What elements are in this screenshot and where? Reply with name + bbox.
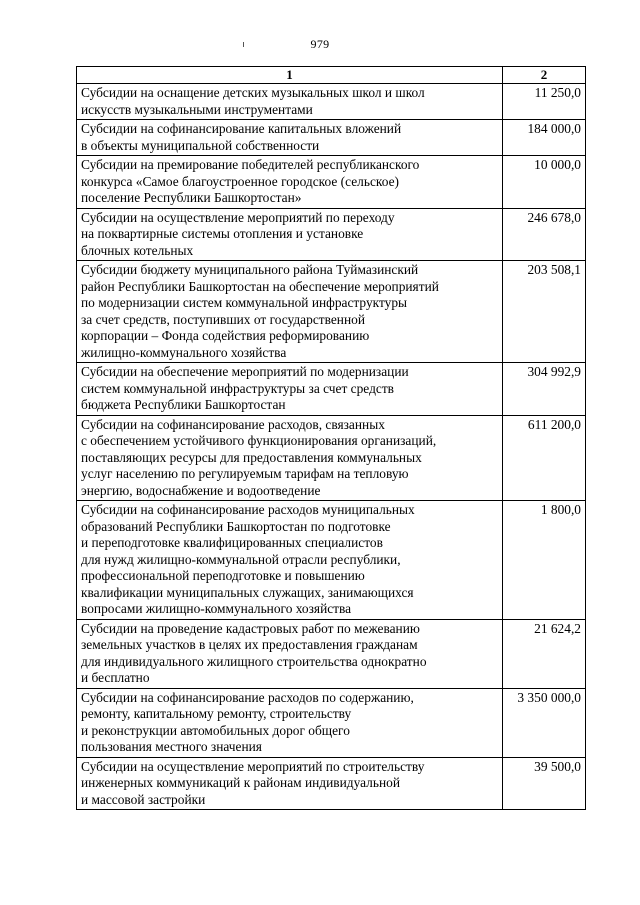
table-row	[77, 261, 586, 363]
row-description: Субсидии на софинансирование расходов муниципальных образований Республики Башкортостан по подготовке и переподготовке квалифицированных специалистов для нужд жилищно-коммунальной отрасли республики, профессиональной переподготовке и повышению квалификации муниципальных служащих, занимающихся вопросами жилищно-коммунального хозяйства	[77, 501, 503, 620]
table-row	[77, 156, 586, 209]
page-number: 979	[310, 37, 330, 51]
row-description: Субсидии на софинансирование капитальных вложений в объекты муниципальной собственности	[77, 120, 503, 156]
table-row	[77, 363, 586, 416]
row-description: Субсидии на осуществление мероприятий по строительству инженерных коммуникаций к районам индивидуальной и массовой застройки	[77, 757, 503, 810]
table-row	[77, 120, 586, 156]
table-header-row	[77, 67, 586, 84]
row-amount: 39 500,0	[503, 757, 586, 810]
row-description: Субсидии на оснащение детских музыкальных школ и школ искусств музыкальными инструментами	[77, 84, 503, 120]
row-amount: 11 250,0	[503, 84, 586, 120]
row-amount: 304 992,9	[503, 363, 586, 416]
table-row	[77, 415, 586, 501]
row-amount: 203 508,1	[503, 261, 586, 363]
row-amount: 246 678,0	[503, 208, 586, 261]
row-description: Субсидии на осуществление мероприятий по переходу на поквартирные системы отопления и установке блочных котельных	[77, 208, 503, 261]
row-amount: 21 624,2	[503, 619, 586, 688]
row-description: Субсидии на софинансирование расходов, связанных с обеспечением устойчивого функционирования организаций, поставляющих ресурсы для предоставления коммунальных услуг населению по регулируемым тарифам на тепловую энергию, водоснабжение и водоотведение	[77, 415, 503, 501]
table-row	[77, 501, 586, 620]
column-header-2: 2	[503, 67, 586, 84]
table-row	[77, 688, 586, 757]
subsidies-table	[76, 66, 586, 810]
table-row	[77, 619, 586, 688]
row-amount: 3 350 000,0	[503, 688, 586, 757]
row-amount: 1 800,0	[503, 501, 586, 620]
table-row	[77, 208, 586, 261]
row-description: Субсидии на проведение кадастровых работ по межеванию земельных участков в целях их предоставления гражданам для индивидуального жилищного строительства однократно и бесплатно	[77, 619, 503, 688]
table-row	[77, 757, 586, 810]
row-description: Субсидии на обеспечение мероприятий по модернизации систем коммунальной инфраструктуры за счет средств бюджета Республики Башкортостан	[77, 363, 503, 416]
row-amount: 611 200,0	[503, 415, 586, 501]
row-amount: 184 000,0	[503, 120, 586, 156]
row-amount: 10 000,0	[503, 156, 586, 209]
table-row	[77, 84, 586, 120]
row-description: Субсидии на премирование победителей республиканского конкурса «Самое благоустроенное городское (сельское) поселение Республики Башкортостан»	[77, 156, 503, 209]
row-description: Субсидии бюджету муниципального района Туймазинский район Республики Башкортостан на обеспечение мероприятий по модернизации систем коммунальной инфраструктуры за счет средств, поступивших от государственной корпорации – Фонда содействия реформированию жилищно-коммунального хозяйства	[77, 261, 503, 363]
row-description: Субсидии на софинансирование расходов по содержанию, ремонту, капитальному ремонту, строительству и реконструкции автомобильных дорог общего пользования местного значения	[77, 688, 503, 757]
column-header-1: 1	[77, 67, 503, 84]
scan-mark	[243, 42, 244, 47]
